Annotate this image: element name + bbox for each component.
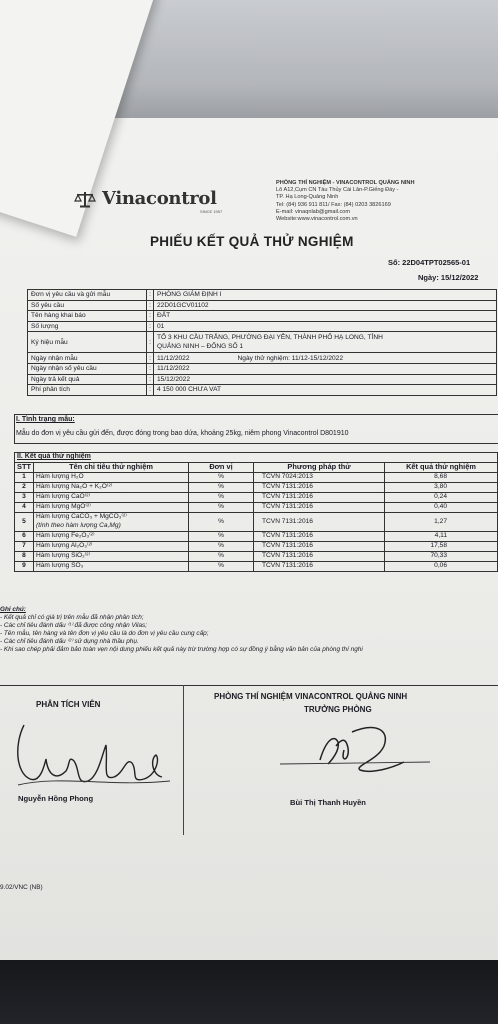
head-title: TRƯỞNG PHÒNG [304, 705, 372, 714]
lab-signature-title: PHÒNG THÍ NGHIỆM VINACONTROL QUẢNG NINH [214, 692, 408, 701]
lab-address-1: Lô A12,Cụm CN Tàu Thủy Cái Lân-P.Giếng Đáy - [276, 187, 399, 194]
info-row: Ngày nhận số yêu cầu : 11/12/2022 [28, 363, 497, 374]
table-row: 4 Hàm lượng MgO⁽²⁾ % TCVN 7131:2016 0,40 [15, 503, 498, 513]
analyst-name: Nguyễn Hồng Phong [18, 794, 94, 803]
head-signature [280, 720, 430, 790]
analyst-title: PHÂN TÍCH VIÊN [36, 700, 101, 709]
info-row: Ngày trả kết quả : 15/12/2022 [28, 374, 497, 385]
lab-name: PHÒNG THÍ NGHIỆM - VINACONTROL QUẢNG NINH [276, 180, 415, 186]
scale-logo-icon [72, 190, 98, 208]
note-line: - Các chỉ tiêu đánh dấu ⁽²⁾ sử dụng nhà thầu phụ. [0, 638, 139, 645]
info-row: Số lượng : 01 [28, 321, 497, 332]
table-row: 1 Hàm lượng H₂O % TCVN 7024:2013 8,68 [15, 473, 498, 483]
lab-website: Website:www.vinacontrol.com.vn [276, 216, 358, 223]
logo-text: Vinacontrol [102, 188, 217, 209]
results-header: STT Tên chỉ tiêu thử nghiệm Đơn vị Phương pháp thử Kết quả thử nghiệm [15, 463, 498, 473]
document-number: Số: 22D04TPT02565-01 [388, 258, 471, 267]
results-table [14, 452, 498, 572]
signature-divider [183, 685, 184, 835]
form-code: 9.02/VNC (NB) [0, 884, 43, 891]
notes-title: Ghi chú: [0, 606, 26, 613]
info-row: Ngày nhận mẫu : 11/12/2022 Ngày thử nghiệm: 11/12-15/12/2022 [28, 353, 497, 364]
table-row: 6 Hàm lượng Fe₂O₃⁽²⁾ % TCVN 7131:2016 4,11 [15, 532, 498, 542]
table-row: 5 Hàm lượng CaCO₃ + MgCO₃⁽²⁾ (tính theo hàm lượng Ca,Mg) % TCVN 7131:2016 1,27 [15, 513, 498, 532]
table-row: 9 Hàm lượng SO₃ % TCVN 7131:2016 0,06 [15, 562, 498, 572]
logo-subtitle: SINCE 1957 [200, 209, 223, 214]
note-line: - Khi sao chép phải đảm bảo toàn vẹn nội dung phiếu kết quả này trừ trường hợp có sự đồng ý bằng văn bản của phòng thí nghi [0, 646, 363, 653]
company-logo [72, 188, 217, 209]
note-line: - Tên mẫu, tên hàng và tên đơn vị yêu cầu là do đơn vị yêu cầu cung cấp; [0, 630, 209, 637]
lab-header [276, 180, 415, 223]
info-row: Ký hiệu mẫu : TỔ 3 KHU CẦU TRẮNG, PHƯỜNG ĐẠI YÊN, THÀNH PHỐ HẠ LONG, TỈNH QUẢNG NINH – ĐỐNG SỐ 1 [28, 332, 497, 353]
desk-bottom [0, 960, 498, 1024]
notes [0, 606, 363, 654]
table-row: 8 Hàm lượng SiO₂⁽²⁾ % TCVN 7131:2016 70,33 [15, 552, 498, 562]
document-date: Ngày: 15/12/2022 [418, 273, 479, 282]
sample-status-box [14, 414, 498, 444]
results-title: II. Kết quả thử nghiệm [15, 453, 498, 463]
sample-status-title: I. Tình trạng mẫu: [16, 416, 75, 423]
analyst-signature [10, 715, 180, 795]
info-row: Tên hàng khai báo : ĐẤT [28, 311, 497, 322]
table-row: 7 Hàm lượng Al₂O₃⁽²⁾ % TCVN 7131:2016 17,58 [15, 542, 498, 552]
lab-address-2: TP. Hạ Long-Quảng Ninh [276, 194, 339, 201]
info-row: Phí phân tích : 4 150 000 CHƯA VAT [28, 385, 497, 396]
head-name: Bùi Thị Thanh Huyền [290, 798, 366, 807]
note-line: - Kết quả chỉ có giá trị trên mẫu đã nhận phân tích; [0, 614, 144, 621]
lab-phone: Tel: (84) 936 911 811/ Fax: (84) 0203 3826169 [276, 201, 391, 208]
info-row: Số yêu cầu : 22D01GCV01102 [28, 300, 497, 311]
lab-email: E-mail: vinaqnlab@gmail.com [276, 208, 351, 215]
note-line: - Các chỉ tiêu đánh dấu ⁽¹⁾ đã được công nhận Vilas; [0, 622, 148, 629]
info-row: Đơn vị yêu cầu và gửi mẫu : PHÒNG GIÁM ĐỊNH I [28, 290, 497, 301]
table-row: 3 Hàm lượng CaO⁽²⁾ % TCVN 7131:2016 0,24 [15, 493, 498, 503]
table-row: 2 Hàm lượng Na₂O + K₂O⁽²⁾ % TCVN 7131:2016 3,80 [15, 483, 498, 493]
document-title: PHIẾU KẾT QUẢ THỬ NGHIỆM [150, 234, 354, 249]
sample-status-text: Mẫu do đơn vị yêu cầu gửi đến, được đóng trong bao dứa, khoảng 25kg, niêm phong Vinacontrol D801910 [16, 430, 349, 437]
request-info-table [27, 289, 497, 396]
